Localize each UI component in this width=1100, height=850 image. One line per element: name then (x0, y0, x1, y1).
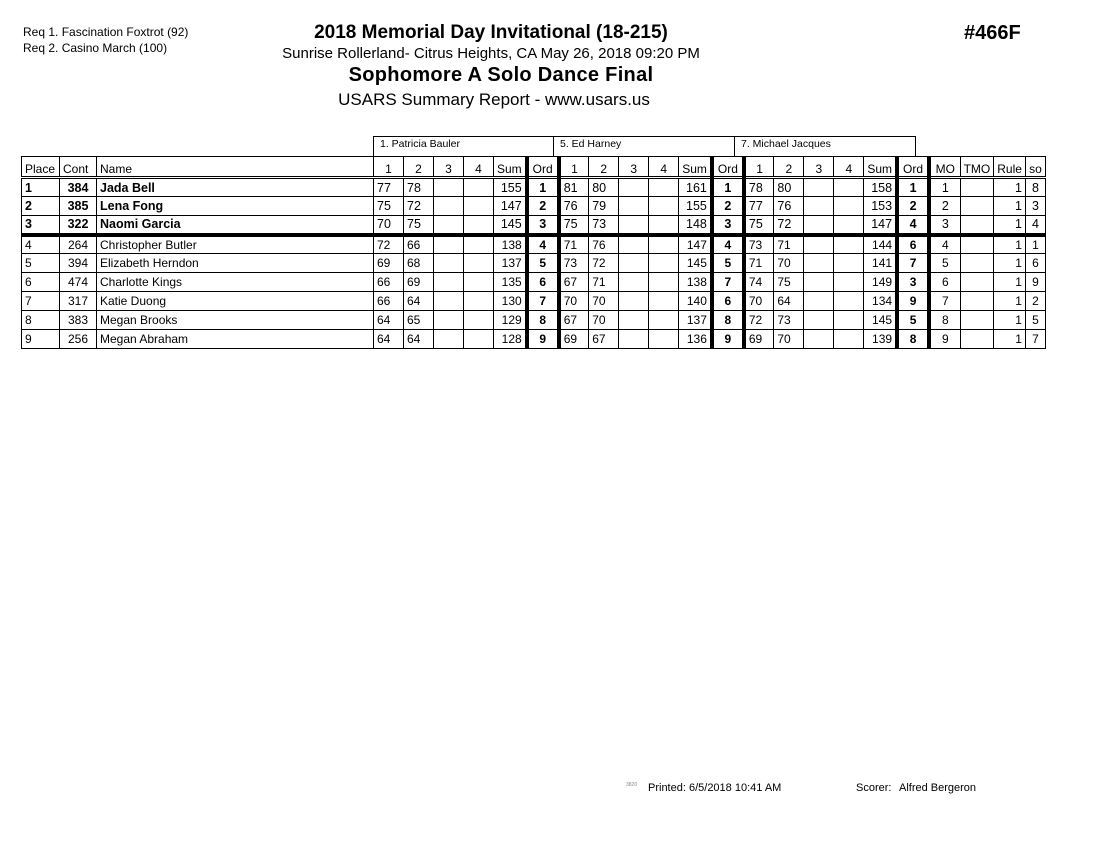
judge-3-sum: 149 (864, 273, 897, 292)
col-j1-s1: 1 (374, 157, 404, 178)
event-name: Sophomore A Solo Dance Final (348, 64, 654, 86)
rule-cell: 1 (994, 292, 1026, 311)
judge-2-sum: 136 (679, 330, 712, 349)
judge-3-score-3 (804, 273, 834, 292)
judge-2-sum: 140 (679, 292, 712, 311)
judge-2-ordinal: 4 (712, 235, 744, 254)
judge-2-score-4 (649, 311, 679, 330)
judge-3-score-2: 75 (774, 273, 804, 292)
judge-2-score-1: 69 (559, 330, 589, 349)
scorer-label: Scorer: (856, 782, 892, 794)
judge-1-score-4 (464, 216, 494, 235)
judge-2-ordinal: 3 (712, 216, 744, 235)
name-cell: Jada Bell (97, 178, 374, 197)
judge-2-score-3 (619, 273, 649, 292)
table-row (22, 311, 1046, 330)
col-cont: Cont (60, 157, 97, 178)
col-j2-s1: 1 (559, 157, 589, 178)
col-mo: MO (929, 157, 960, 178)
col-j3-ord: Ord (897, 157, 929, 178)
place-cell: 5 (22, 254, 60, 273)
judge-3-ordinal: 2 (897, 197, 929, 216)
tmo-cell (960, 216, 994, 235)
table-row (22, 216, 1046, 235)
judge-2-ordinal: 7 (712, 273, 744, 292)
judge-3-score-2: 73 (774, 311, 804, 330)
cont-cell: 322 (60, 216, 97, 235)
judge-2-score-2: 73 (589, 216, 619, 235)
tmo-cell (960, 254, 994, 273)
judge-2-sum: 147 (679, 235, 712, 254)
judge-1-score-3 (434, 235, 464, 254)
judge-1-score-2: 66 (404, 235, 434, 254)
judge-2-score-4 (649, 292, 679, 311)
judge-2-score-4 (649, 197, 679, 216)
judge-2-score-2: 70 (589, 292, 619, 311)
judge-1-score-1: 69 (374, 254, 404, 273)
judge-header-1: 1. Patricia Bauler (373, 136, 554, 156)
table-row (22, 254, 1046, 273)
judge-2-score-3 (619, 216, 649, 235)
judge-3-score-4 (834, 292, 864, 311)
judge-1-score-3 (434, 197, 464, 216)
judge-1-sum: 129 (494, 311, 527, 330)
judge-3-score-3 (804, 178, 834, 197)
judge-2-score-1: 81 (559, 178, 589, 197)
judge-2-score-4 (649, 254, 679, 273)
judge-2-ordinal: 2 (712, 197, 744, 216)
judge-2-score-4 (649, 178, 679, 197)
rule-cell: 1 (994, 197, 1026, 216)
table-row (22, 330, 1046, 349)
tmo-cell (960, 178, 994, 197)
judge-1-score-4 (464, 254, 494, 273)
judge-header-3: 7. Michael Jacques (734, 136, 916, 156)
so-cell: 1 (1025, 235, 1045, 254)
scorer-name: Alfred Bergeron (899, 782, 977, 794)
place-cell: 8 (22, 311, 60, 330)
cont-cell: 385 (60, 197, 97, 216)
judge-3-score-3 (804, 216, 834, 235)
judge-1-score-3 (434, 273, 464, 292)
mo-cell: 4 (929, 235, 960, 254)
col-j2-ord: Ord (712, 157, 744, 178)
rule-cell: 1 (994, 216, 1026, 235)
judge-1-score-1: 72 (374, 235, 404, 254)
judge-3-score-1: 77 (744, 197, 774, 216)
mo-cell: 1 (929, 178, 960, 197)
judge-3-sum: 134 (864, 292, 897, 311)
col-rule: Rule (994, 157, 1026, 178)
judge-3-score-2: 64 (774, 292, 804, 311)
place-cell: 3 (22, 216, 60, 235)
name-cell: Megan Brooks (97, 311, 374, 330)
table-row (22, 273, 1046, 292)
judge-3-score-4 (834, 254, 864, 273)
col-j1-s3: 3 (434, 157, 464, 178)
judge-3-sum: 158 (864, 178, 897, 197)
cont-cell: 256 (60, 330, 97, 349)
judge-1-score-2: 72 (404, 197, 434, 216)
judge-3-ordinal: 4 (897, 216, 929, 235)
place-cell: 4 (22, 235, 60, 254)
judge-3-score-1: 71 (744, 254, 774, 273)
judge-3-score-4 (834, 235, 864, 254)
judge-1-score-1: 70 (374, 216, 404, 235)
judge-1-score-3 (434, 311, 464, 330)
judge-1-ordinal: 6 (527, 273, 559, 292)
judge-3-ordinal: 7 (897, 254, 929, 273)
tmo-cell (960, 197, 994, 216)
judge-3-score-1: 73 (744, 235, 774, 254)
judge-2-sum: 137 (679, 311, 712, 330)
judge-2-ordinal: 8 (712, 311, 744, 330)
col-j3-s4: 4 (834, 157, 864, 178)
judge-1-sum: 155 (494, 178, 527, 197)
judge-3-score-3 (804, 311, 834, 330)
judge-1-score-4 (464, 197, 494, 216)
judge-3-score-1: 75 (744, 216, 774, 235)
judge-1-score-2: 69 (404, 273, 434, 292)
judge-1-score-4 (464, 178, 494, 197)
place-cell: 1 (22, 178, 60, 197)
judge-2-ordinal: 6 (712, 292, 744, 311)
so-cell: 2 (1025, 292, 1045, 311)
judge-2-score-4 (649, 216, 679, 235)
mo-cell: 9 (929, 330, 960, 349)
mo-cell: 2 (929, 197, 960, 216)
judge-3-score-4 (834, 197, 864, 216)
cont-cell: 384 (60, 178, 97, 197)
col-j2-s2: 2 (589, 157, 619, 178)
judge-3-score-3 (804, 235, 834, 254)
place-cell: 9 (22, 330, 60, 349)
judge-2-score-2: 76 (589, 235, 619, 254)
table-row (22, 235, 1046, 254)
judge-2-ordinal: 5 (712, 254, 744, 273)
judge-2-score-2: 72 (589, 254, 619, 273)
judge-3-ordinal: 9 (897, 292, 929, 311)
judge-1-score-1: 75 (374, 197, 404, 216)
place-cell: 2 (22, 197, 60, 216)
judge-1-ordinal: 9 (527, 330, 559, 349)
judge-2-score-1: 73 (559, 254, 589, 273)
venue-line: Sunrise Rollerland- Citrus Heights, CA May 26, 2018 09:20 PM (282, 45, 700, 62)
table-row (22, 292, 1046, 311)
table-row (22, 178, 1046, 197)
judge-2-score-2: 71 (589, 273, 619, 292)
col-j3-s2: 2 (774, 157, 804, 178)
page-code: 3820 (626, 782, 638, 788)
cont-cell: 474 (60, 273, 97, 292)
name-cell: Christopher Butler (97, 235, 374, 254)
col-j1-sum: Sum (494, 157, 527, 178)
judge-2-score-3 (619, 235, 649, 254)
judge-1-score-1: 66 (374, 273, 404, 292)
so-cell: 6 (1025, 254, 1045, 273)
col-j3-sum: Sum (864, 157, 897, 178)
judge-2-score-1: 67 (559, 273, 589, 292)
results-table (21, 156, 1046, 349)
rule-cell: 1 (994, 178, 1026, 197)
tmo-cell (960, 330, 994, 349)
judge-2-score-3 (619, 197, 649, 216)
judge-2-score-2: 67 (589, 330, 619, 349)
place-cell: 6 (22, 273, 60, 292)
event-id: #466F (964, 22, 1021, 44)
table-header-row (22, 157, 1046, 178)
judge-2-score-2: 70 (589, 311, 619, 330)
judge-3-ordinal: 1 (897, 178, 929, 197)
judge-1-score-3 (434, 330, 464, 349)
judge-3-sum: 141 (864, 254, 897, 273)
judge-2-score-1: 70 (559, 292, 589, 311)
judge-3-score-2: 76 (774, 197, 804, 216)
mo-cell: 5 (929, 254, 960, 273)
col-place: Place (22, 157, 60, 178)
rule-cell: 1 (994, 235, 1026, 254)
judge-1-sum: 137 (494, 254, 527, 273)
tmo-cell (960, 311, 994, 330)
table-row (22, 197, 1046, 216)
judge-3-ordinal: 6 (897, 235, 929, 254)
judge-1-score-1: 64 (374, 330, 404, 349)
judge-3-score-2: 71 (774, 235, 804, 254)
judge-1-ordinal: 5 (527, 254, 559, 273)
judge-1-score-2: 78 (404, 178, 434, 197)
judge-3-score-2: 70 (774, 330, 804, 349)
col-j1-ord: Ord (527, 157, 559, 178)
judge-1-ordinal: 1 (527, 178, 559, 197)
col-j2-s3: 3 (619, 157, 649, 178)
judge-3-score-3 (804, 254, 834, 273)
col-j3-s3: 3 (804, 157, 834, 178)
judge-3-sum: 147 (864, 216, 897, 235)
name-cell: Naomi Garcia (97, 216, 374, 235)
so-cell: 7 (1025, 330, 1045, 349)
col-j1-s4: 4 (464, 157, 494, 178)
cont-cell: 394 (60, 254, 97, 273)
judge-3-score-3 (804, 197, 834, 216)
judge-1-score-1: 77 (374, 178, 404, 197)
judge-2-ordinal: 1 (712, 178, 744, 197)
judge-1-score-1: 64 (374, 311, 404, 330)
judge-2-score-4 (649, 330, 679, 349)
judge-3-score-3 (804, 292, 834, 311)
name-cell: Katie Duong (97, 292, 374, 311)
judge-3-score-1: 74 (744, 273, 774, 292)
judge-2-score-4 (649, 273, 679, 292)
requirement-1: Req 1. Fascination Foxtrot (92) (23, 25, 189, 39)
judge-3-score-2: 72 (774, 216, 804, 235)
name-cell: Charlotte Kings (97, 273, 374, 292)
judge-3-ordinal: 5 (897, 311, 929, 330)
judge-1-score-4 (464, 235, 494, 254)
cont-cell: 264 (60, 235, 97, 254)
judge-2-score-3 (619, 178, 649, 197)
tmo-cell (960, 235, 994, 254)
judge-2-sum: 145 (679, 254, 712, 273)
judge-1-score-3 (434, 292, 464, 311)
judge-1-score-2: 65 (404, 311, 434, 330)
col-so: so (1025, 157, 1045, 178)
tmo-cell (960, 273, 994, 292)
judge-1-ordinal: 2 (527, 197, 559, 216)
so-cell: 3 (1025, 197, 1045, 216)
rule-cell: 1 (994, 330, 1026, 349)
judge-3-score-1: 70 (744, 292, 774, 311)
judge-1-score-3 (434, 254, 464, 273)
judge-3-score-4 (834, 311, 864, 330)
judge-3-score-4 (834, 178, 864, 197)
so-cell: 9 (1025, 273, 1045, 292)
judge-2-sum: 155 (679, 197, 712, 216)
rule-cell: 1 (994, 254, 1026, 273)
judge-2-score-1: 75 (559, 216, 589, 235)
judge-2-score-3 (619, 311, 649, 330)
judge-2-sum: 138 (679, 273, 712, 292)
printed-timestamp: Printed: 6/5/2018 10:41 AM (648, 782, 782, 794)
judge-2-score-2: 80 (589, 178, 619, 197)
event-title: 2018 Memorial Day Invitational (18-215) (314, 22, 668, 43)
judge-3-ordinal: 8 (897, 330, 929, 349)
judge-1-ordinal: 4 (527, 235, 559, 254)
judge-1-score-1: 66 (374, 292, 404, 311)
judge-1-score-3 (434, 216, 464, 235)
judge-1-sum: 130 (494, 292, 527, 311)
judge-2-score-1: 67 (559, 311, 589, 330)
judge-3-score-4 (834, 330, 864, 349)
judge-1-score-4 (464, 311, 494, 330)
judge-1-score-2: 64 (404, 292, 434, 311)
judge-1-sum: 147 (494, 197, 527, 216)
judge-1-sum: 145 (494, 216, 527, 235)
judge-3-score-3 (804, 330, 834, 349)
judge-3-score-1: 72 (744, 311, 774, 330)
judge-2-score-3 (619, 292, 649, 311)
judge-1-score-4 (464, 273, 494, 292)
judge-3-sum: 139 (864, 330, 897, 349)
judge-1-sum: 135 (494, 273, 527, 292)
judge-2-score-3 (619, 330, 649, 349)
col-j1-s2: 2 (404, 157, 434, 178)
cont-cell: 383 (60, 311, 97, 330)
judge-2-score-4 (649, 235, 679, 254)
name-cell: Lena Fong (97, 197, 374, 216)
judge-1-score-2: 75 (404, 216, 434, 235)
judge-1-ordinal: 8 (527, 311, 559, 330)
judge-1-sum: 138 (494, 235, 527, 254)
judge-1-score-2: 68 (404, 254, 434, 273)
mo-cell: 8 (929, 311, 960, 330)
so-cell: 8 (1025, 178, 1045, 197)
name-cell: Megan Abraham (97, 330, 374, 349)
judge-3-sum: 145 (864, 311, 897, 330)
so-cell: 5 (1025, 311, 1045, 330)
judge-2-score-1: 76 (559, 197, 589, 216)
judge-3-score-4 (834, 273, 864, 292)
col-j3-s1: 1 (744, 157, 774, 178)
judge-3-score-4 (834, 216, 864, 235)
col-j2-s4: 4 (649, 157, 679, 178)
judge-1-sum: 128 (494, 330, 527, 349)
judge-3-score-1: 78 (744, 178, 774, 197)
col-name: Name (97, 157, 374, 178)
place-cell: 7 (22, 292, 60, 311)
judge-3-score-2: 80 (774, 178, 804, 197)
mo-cell: 7 (929, 292, 960, 311)
judge-3-score-2: 70 (774, 254, 804, 273)
rule-cell: 1 (994, 273, 1026, 292)
judge-1-score-4 (464, 292, 494, 311)
judge-2-sum: 161 (679, 178, 712, 197)
rule-cell: 1 (994, 311, 1026, 330)
judge-3-sum: 153 (864, 197, 897, 216)
judge-2-sum: 148 (679, 216, 712, 235)
cont-cell: 317 (60, 292, 97, 311)
judge-3-score-1: 69 (744, 330, 774, 349)
col-j2-sum: Sum (679, 157, 712, 178)
mo-cell: 6 (929, 273, 960, 292)
judge-1-score-4 (464, 330, 494, 349)
name-cell: Elizabeth Herndon (97, 254, 374, 273)
so-cell: 4 (1025, 216, 1045, 235)
judge-2-score-3 (619, 254, 649, 273)
report-title: USARS Summary Report - www.usars.us (338, 90, 650, 109)
judge-header-2: 5. Ed Harney (553, 136, 735, 156)
judge-2-score-2: 79 (589, 197, 619, 216)
judge-2-ordinal: 9 (712, 330, 744, 349)
judge-1-ordinal: 3 (527, 216, 559, 235)
judge-1-score-3 (434, 178, 464, 197)
requirement-2: Req 2. Casino March (100) (23, 41, 168, 55)
judge-3-sum: 144 (864, 235, 897, 254)
judge-2-score-1: 71 (559, 235, 589, 254)
judge-1-score-2: 64 (404, 330, 434, 349)
col-tmo: TMO (960, 157, 994, 178)
judge-3-ordinal: 3 (897, 273, 929, 292)
tmo-cell (960, 292, 994, 311)
mo-cell: 3 (929, 216, 960, 235)
judge-1-ordinal: 7 (527, 292, 559, 311)
